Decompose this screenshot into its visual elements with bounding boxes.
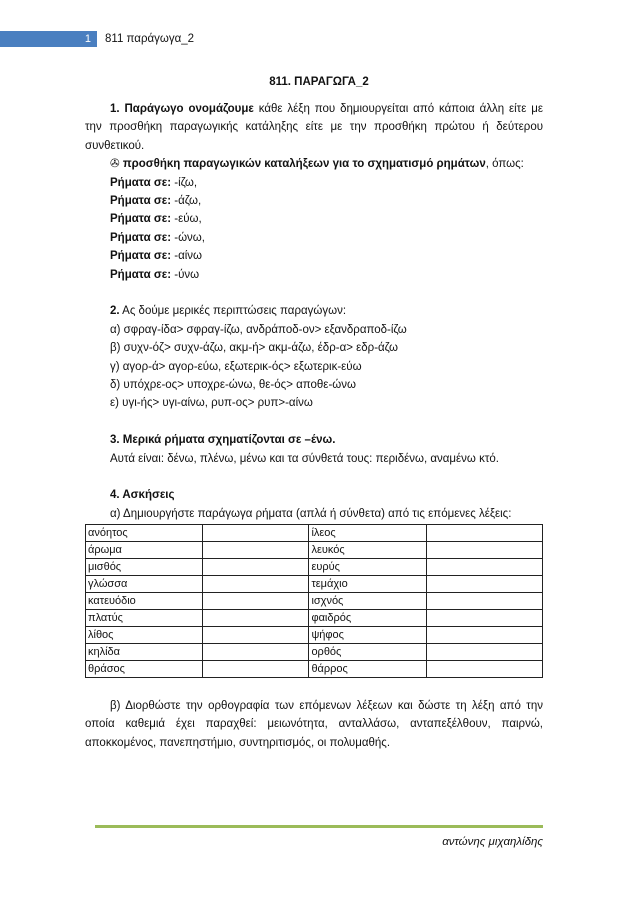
arrow-icon: ✇ bbox=[110, 158, 120, 171]
answer-cell[interactable] bbox=[426, 610, 542, 627]
section-4-heading bbox=[85, 486, 543, 504]
suffix-label: Ρήματα σε: bbox=[110, 213, 172, 226]
word-cell: ευρύς bbox=[309, 559, 426, 576]
section-4-heading-text: 4. Ασκήσεις bbox=[110, 489, 175, 502]
word-cell: άρωμα bbox=[86, 542, 203, 559]
suffix-item bbox=[85, 247, 543, 265]
answer-cell[interactable] bbox=[426, 559, 542, 576]
section-1-term: Παράγωγο ονομάζουμε bbox=[124, 103, 254, 115]
word-cell: ισχνός bbox=[309, 593, 426, 610]
suffix-item bbox=[85, 192, 543, 210]
section-2-text: Ας δούμε μερικές περιπτώσεις παραγώγων: bbox=[119, 305, 347, 318]
suffix-label: Ρήματα σε: bbox=[110, 250, 172, 263]
suffix-value: -αίνω bbox=[171, 250, 203, 263]
suffix-value: -ίζω, bbox=[171, 176, 198, 189]
header-title: 811 παράγωγα_2 bbox=[105, 33, 195, 45]
example-item: ε) υγι-ής> υγι-αίνω, ρυπ-ος> ρυπ>-αίνω bbox=[110, 397, 313, 410]
suffix-heading-tail: , όπως: bbox=[485, 158, 524, 171]
word-cell: ορθός bbox=[309, 644, 426, 661]
suffix-label: Ρήματα σε: bbox=[110, 231, 172, 244]
suffix-label: Ρήματα σε: bbox=[110, 176, 172, 189]
suffix-heading-line bbox=[85, 155, 543, 173]
suffix-item bbox=[85, 174, 543, 192]
answer-cell[interactable] bbox=[203, 576, 309, 593]
answer-cell[interactable] bbox=[203, 525, 309, 542]
page-header bbox=[0, 31, 638, 47]
word-cell: κηλίδα bbox=[86, 644, 203, 661]
answer-cell[interactable] bbox=[426, 576, 542, 593]
answer-cell[interactable] bbox=[203, 644, 309, 661]
footer-divider bbox=[95, 825, 543, 828]
table-row bbox=[86, 627, 543, 644]
document-body bbox=[85, 100, 543, 752]
section-2-intro bbox=[85, 302, 543, 320]
section-1-definition bbox=[85, 100, 543, 155]
table-row bbox=[86, 644, 543, 661]
answer-cell[interactable] bbox=[203, 559, 309, 576]
table-row bbox=[86, 661, 543, 678]
word-cell: ίλεος bbox=[309, 525, 426, 542]
section-2-number: 2. bbox=[110, 305, 120, 318]
example-item: β) συχν-όζ> συχν-άζω, ακμ-ή> ακμ-άζω, έδρ-α> εδρ-άζω bbox=[110, 342, 398, 355]
word-cell: λευκός bbox=[309, 542, 426, 559]
table-row bbox=[86, 525, 543, 542]
table-row bbox=[86, 576, 543, 593]
table-row bbox=[86, 542, 543, 559]
example-item: δ) υπόχρε-ος> υποχρε-ώνω, θε-ός> αποθε-ώνω bbox=[110, 379, 356, 392]
table-row bbox=[86, 593, 543, 610]
section-1-text: κάθε λέξη που δημιουργείται από κάποια άλλη είτε με την προσθήκη παραγωγικής κατάληξης είτε με την προσθήκη πρώτου ή δεύτερου συνθετικού. bbox=[85, 103, 543, 152]
document-title: 811. ΠΑΡΑΓΩΓΑ_2 bbox=[269, 76, 369, 88]
section-3-heading-text: 3. Μερικά ρήματα σχηματίζονται σε –ένω. bbox=[110, 434, 336, 447]
section-1-number: 1. bbox=[110, 103, 120, 115]
word-cell: γλώσσα bbox=[86, 576, 203, 593]
answer-cell[interactable] bbox=[426, 593, 542, 610]
suffix-item bbox=[85, 210, 543, 228]
section-3-text: Αυτά είναι: δένω, πλένω, μένω και τα σύνθετά τους: περιδένω, αναμένω κτό. bbox=[110, 452, 499, 465]
answer-cell[interactable] bbox=[203, 610, 309, 627]
suffix-item bbox=[85, 266, 543, 284]
section-3-heading bbox=[85, 431, 543, 449]
word-cell: λίθος bbox=[86, 627, 203, 644]
answer-cell[interactable] bbox=[203, 542, 309, 559]
suffix-value: -άζω, bbox=[171, 195, 202, 208]
word-cell: μισθός bbox=[86, 559, 203, 576]
word-cell: ανόητος bbox=[86, 525, 203, 542]
answer-cell[interactable] bbox=[426, 644, 542, 661]
suffix-label: Ρήματα σε: bbox=[110, 195, 172, 208]
word-cell: πλατύς bbox=[86, 610, 203, 627]
exercise-b-instruction: β) Διορθώστε την ορθογραφία των επόμενων λέξεων και δώστε τη λέξη από την οποία καθεμιά έχει παραχθεί: μειωνότητα, ανταλλάσω, ανταπεξέλθουν, παιρνώ, αποκκομένος, πανεπηστήμιο, συντηριτισμός, οι πολυμαθής. bbox=[85, 699, 543, 749]
suffix-label: Ρήματα σε: bbox=[110, 268, 172, 281]
word-cell: φαιδρός bbox=[309, 610, 426, 627]
suffix-value: -εύω, bbox=[171, 213, 202, 226]
word-cell: ψήφος bbox=[309, 627, 426, 644]
word-cell: θράσος bbox=[86, 661, 203, 678]
suffix-heading: προσθήκη παραγωγικών καταλήξεων για το σχηματισμό ρημάτων bbox=[122, 158, 486, 171]
answer-cell[interactable] bbox=[203, 661, 309, 678]
answer-cell[interactable] bbox=[426, 542, 542, 559]
suffix-item bbox=[85, 229, 543, 247]
table-row bbox=[86, 559, 543, 576]
example-item: γ) αγορ-ά> αγορ-εύω, εξωτερικ-ός> εξωτερικ-εύω bbox=[110, 360, 362, 373]
table-row bbox=[86, 610, 543, 627]
word-cell: κατευόδιο bbox=[86, 593, 203, 610]
example-item: α) σφραγ-ίδα> σφραγ-ίζω, ανδράποδ-ον> εξανδραποδ-ίζω bbox=[110, 323, 407, 336]
answer-cell[interactable] bbox=[203, 593, 309, 610]
answer-cell[interactable] bbox=[203, 627, 309, 644]
word-cell: θάρρος bbox=[309, 661, 426, 678]
page-number: 1 bbox=[0, 31, 97, 47]
answer-cell[interactable] bbox=[426, 525, 542, 542]
exercise-table bbox=[85, 524, 543, 678]
footer-author: αντώνης μιχαηλίδης bbox=[442, 836, 543, 848]
suffix-value: -ώνω, bbox=[171, 231, 205, 244]
suffix-value: -ύνω bbox=[171, 268, 200, 281]
word-cell: τεμάχιο bbox=[309, 576, 426, 593]
answer-cell[interactable] bbox=[426, 627, 542, 644]
answer-cell[interactable] bbox=[426, 661, 542, 678]
exercise-a-instruction: α) Δημιουργήστε παράγωγα ρήματα (απλά ή σύνθετα) από τις επόμενες λέξεις: bbox=[110, 507, 512, 520]
